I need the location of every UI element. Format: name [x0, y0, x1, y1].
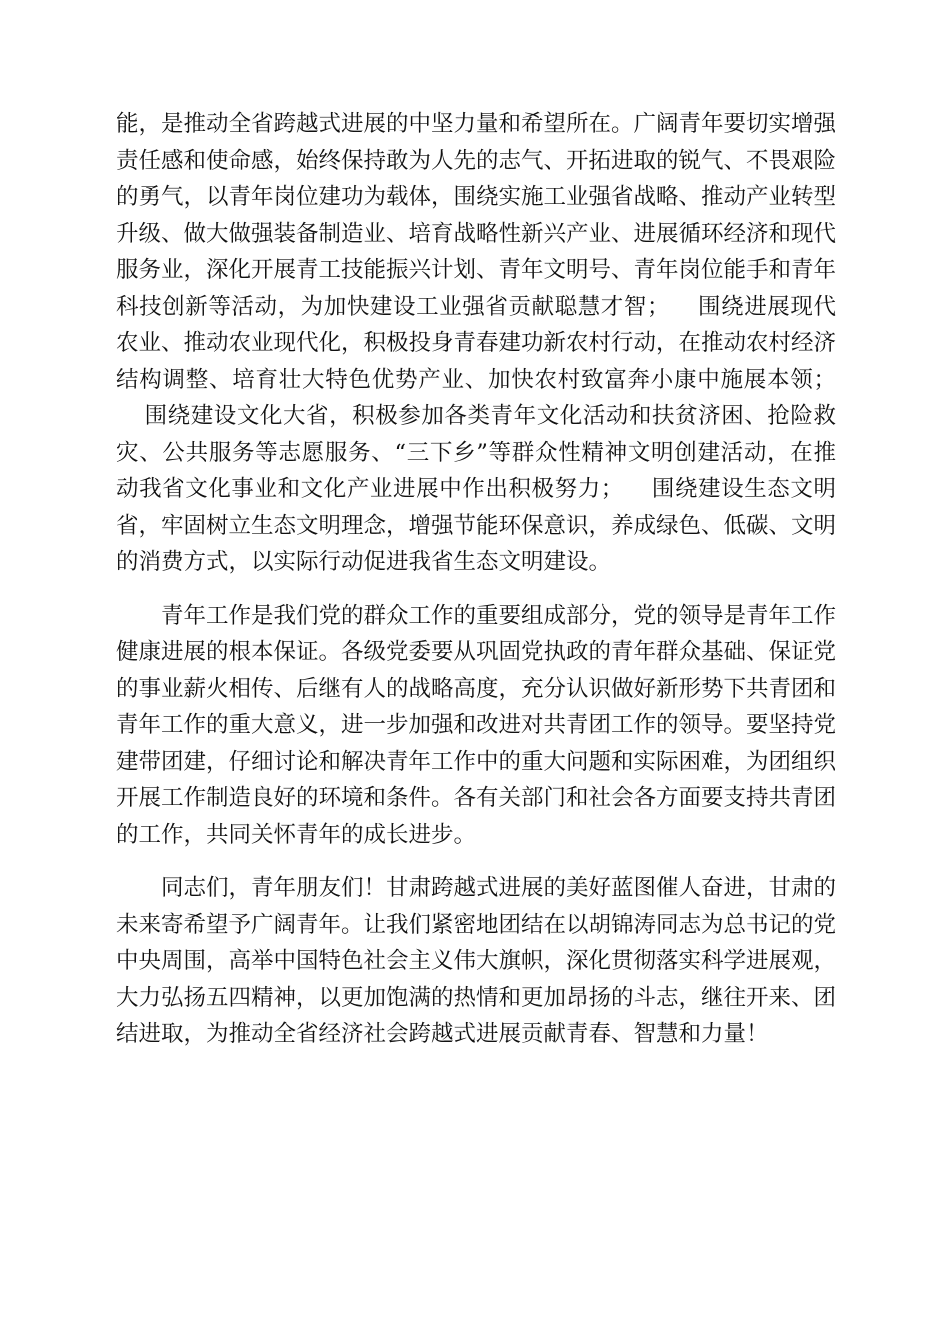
body-text: [116, 106, 836, 1053]
paragraph-1-segment-2: 围绕进展现代农业、推动农业现代化，积极投身青春建功新农村行动，在推动农村经济结构调整、培育壮大特色优势产业、加快农村致富奔小康中施展本领；: [116, 293, 837, 393]
paragraph-1-segment-3: 围绕建设文化大省，积极参加各类青年文化活动和扶贫济困、抢险救灾、公共服务等志愿服务、“三下乡”等群众性精神文明创建活动，在推动我省文化事业和文化产业进展中作出积极努力；: [116, 403, 836, 502]
paragraph-3: [116, 870, 836, 1053]
paragraph-2-text: 青年工作是我们党的群众工作的重要组成部分，党的领导是青年工作健康进展的根本保证。各级党委要从巩固党执政的青年群众基础、保证党的事业薪火相传、后继有人的战略高度，充分认识做好新形势下共青团和青年工作的重大意义，进一步加强和改进对共青团工作的领导。要坚持党建带团建，仔细讨论和解决青年工作中的重大问题和实际困难，为团组织开展工作制造良好的环境和条件。各有关部门和社会各方面要支持共青团的工作，共同关怀青年的成长进步。: [116, 602, 837, 848]
paragraph-1-segment-4: 围绕建设生态文明省，牢固树立生态文明理念，增强节能环保意识，养成绿色、低碳、文明的消费方式，以实际行动促进我省生态文明建设。: [116, 476, 837, 575]
paragraph-1-segment-1: 能，是推动全省跨越式进展的中坚力量和希望所在。广阔青年要切实增强责任感和使命感，始终保持敢为人先的志气、开拓进取的锐气、不畏艰险的勇气，以青年岗位建功为载体，围绕实施工业强省战略、推动产业转型升级、做大做强装备制造业、培育战略性新兴产业、进展循环经济和现代服务业，深化开展青工技能振兴计划、青年文明号、青年岗位能手和青年科技创新等活动，为加快建设工业强省贡献聪慧才智；: [116, 111, 837, 320]
paragraph-3-text: 同志们，青年朋友们！甘肃跨越式进展的美好蓝图催人奋进，甘肃的未来寄希望予广阔青年。让我们紧密地团结在以胡锦涛同志为总书记的党中央周围，高举中国特色社会主义伟大旗帜，深化贯彻落实科学进展观，大力弘扬五四精神，以更加饱满的热情和更加昂扬的斗志，继往开来、团结进取，为推动全省经济社会跨越式进展贡献青春、智慧和力量！: [116, 875, 837, 1047]
paragraph-1: [116, 106, 836, 581]
paragraph-2: [116, 598, 836, 854]
